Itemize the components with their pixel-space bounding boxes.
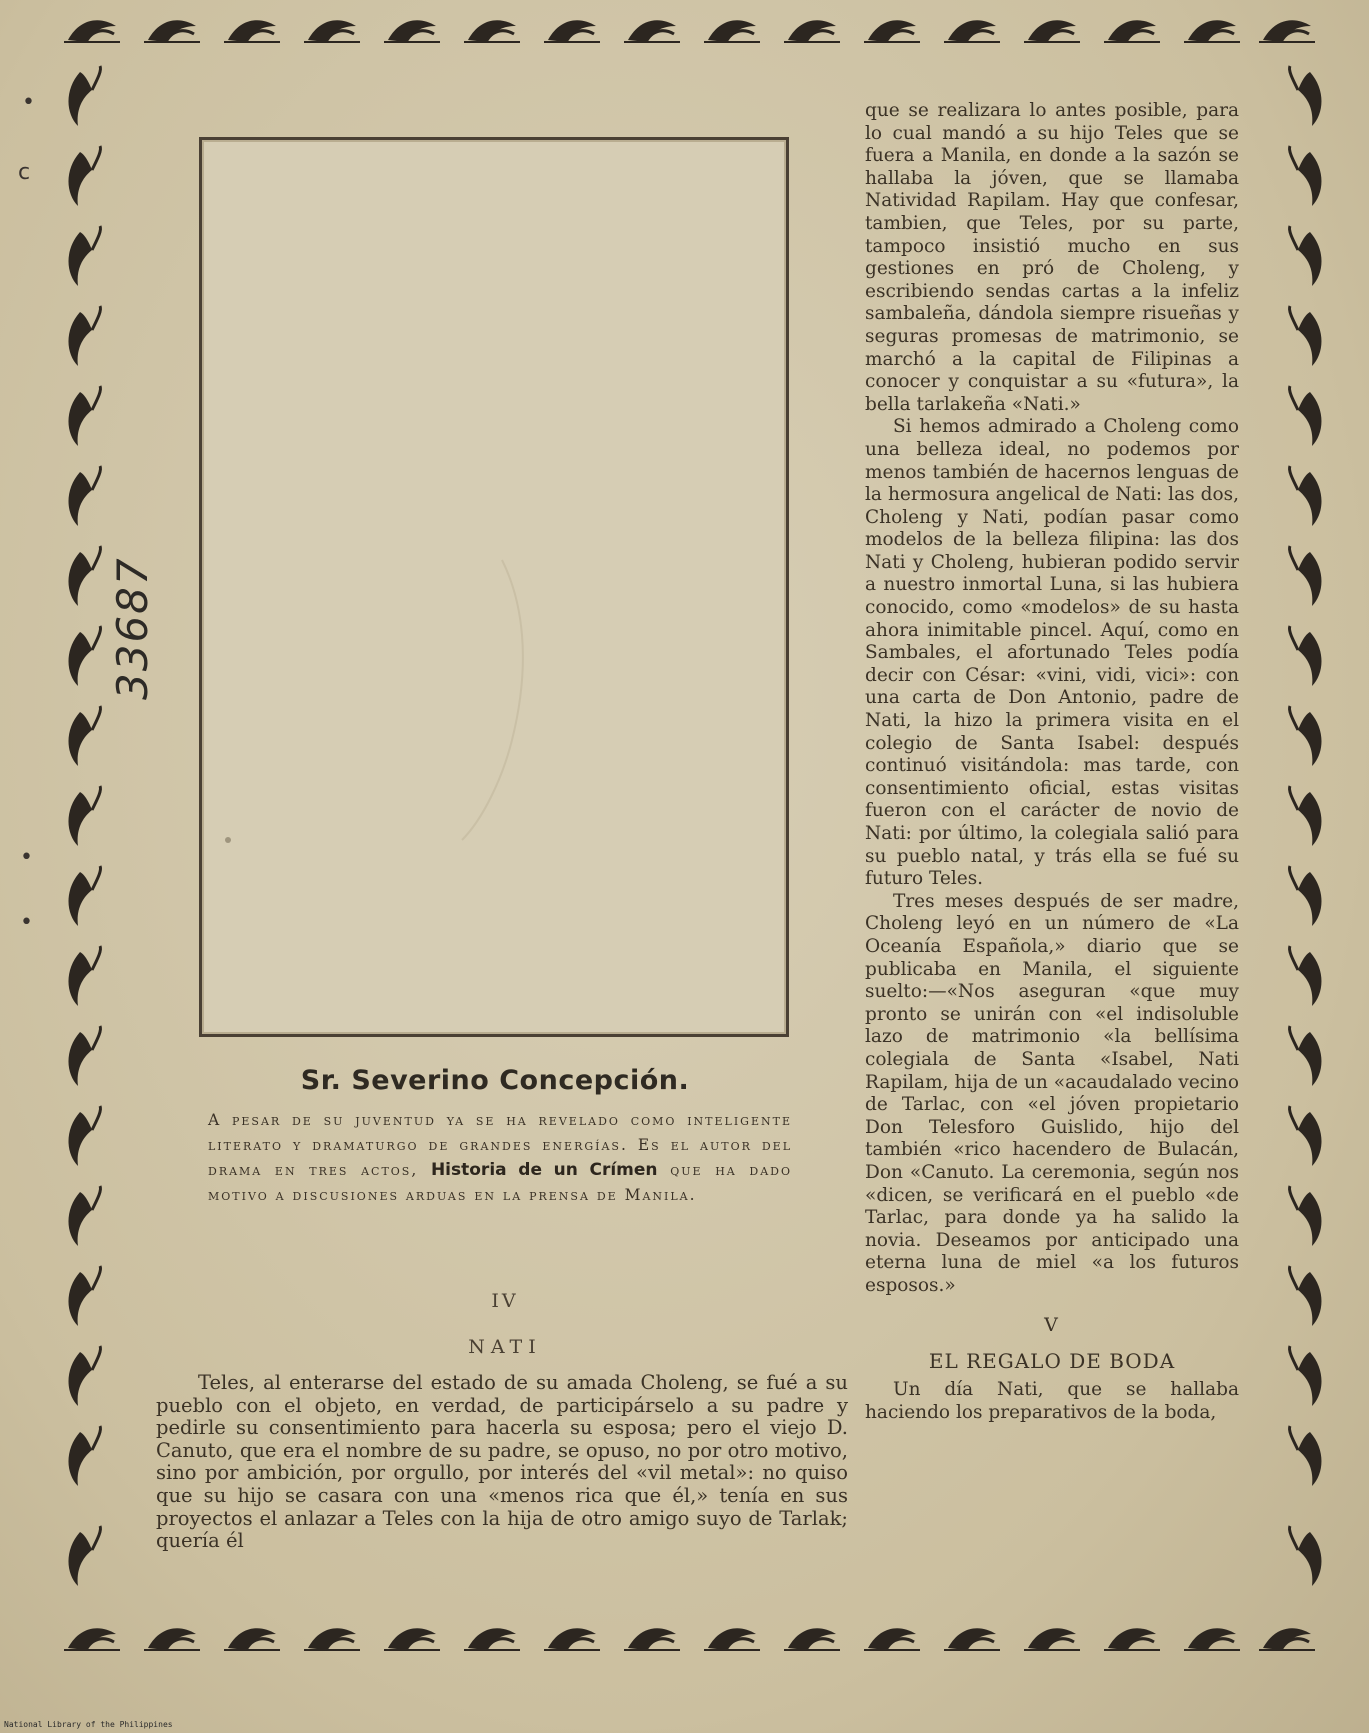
caption-text-part2: que ha dado motivo a discusiones arduas en la prensa de Manila.	[208, 1161, 792, 1204]
right-column	[865, 100, 1239, 1425]
handwritten-accession-number: 33687	[108, 556, 157, 700]
chapter-title: NATI	[468, 1336, 542, 1358]
right-paragraph: Un día Nati, que se hallaba haciendo los preparativos de la boda,	[865, 1379, 1239, 1424]
caption-text	[208, 1108, 792, 1208]
chapter-title: EL REGALO DE BODA	[928, 1349, 1176, 1374]
margin-mark: •	[20, 845, 33, 870]
footer-credit: National Library of the Philippines	[4, 1720, 173, 1729]
chapter-number: IV	[491, 1290, 519, 1312]
faded-portrait-image	[202, 140, 786, 1034]
caption-text-part1: A pesar de su juventud ya se ha revelado como inteligente literato y dramaturgo de grandes energías. Es el autor del drama en tres actos,	[208, 1111, 792, 1179]
right-paragraph: Si hemos admirado a Choleng como una belleza ideal, no podemos por menos también de hacernos lenguas de la hermosura angelical de Nati: las dos, Choleng y Nati, podían pasar como modelos de la belleza filipina: las dos Nati y Choleng, hubieran podido servir a nuestro inmortal Luna, si las hubiera conocido, como «modelos» de su hasta ahora inimitable pincel. Aquí, como en Sambales, el afortunado Teles podía decir con César: «vini, vidi, vici»: con una carta de Don Antonio, padre de Nati, la hizo la primera visita en el colegio de Santa Isabel: después continuó visitándola: mas tarde, con consentimiento oficial, estas visitas fueron con el carácter de novio de Nati: por último, la colegiala salió para su pueblo natal, y trás ella se fué su futuro Teles.	[865, 416, 1239, 890]
left-column-body: Teles, al enterarse del estado de su amada Choleng, se fué a su pueblo con el objeto, en verdad, de participárselo a su padre y pedirle su consentimiento para hacerla su esposa; pero el viejo D. Canuto, que era el nombre de su padre, se opuso, no por otro motivo, sino por ambición, por orgullo, por interés del «vil metal»: no quiso que su hijo se casara con una «menos rica que él,» tenía en sus proyectos el anlazar a Teles con la hija de otro amigo suyo de Tarlak; quería él	[156, 1371, 848, 1553]
right-paragraph: que se realizara lo antes posible, para lo cual mandó a su hijo Teles que se fuera a Manila, en donde a la sazón se hallaba la jóven, que se llamaba Natividad Rapilam. Hay que confesar, tambien, que Teles, por su parte, tampoco insistió mucho en sus gestiones en pró de Choleng, y escribiendo sendas cartas a la infeliz sambaleña, dándola siempre risueñas y seguras promesas de matrimonio, se marchó a la capital de Filipinas a conocer y conquistar a su «futura», la bella tarlakeña «Nati.»	[865, 100, 1239, 415]
margin-mark: •	[20, 910, 33, 935]
margin-mark: •	[22, 90, 35, 115]
portrait-photo-frame	[199, 137, 789, 1037]
caption-title: Sr. Severino Concepción.	[300, 1065, 690, 1096]
margin-mark: c	[18, 160, 31, 185]
caption-bold-title: Historia de un Crímen	[430, 1160, 658, 1180]
chapter-number: V	[1044, 1314, 1060, 1337]
right-paragraph: Tres meses después de ser madre, Choleng leyó en un número de «La Oceanía Española,» diario que se publicaba en Manila, el siguiente suelto:—«Nos aseguran «que muy pronto se unirán con «el indisoluble lazo de matrimonio «la bellísima colegiala de Santa «Isabel, Nati Rapilam, hija de un «acaudalado vecino de Tarlac, con «el jóven propietario Don Telesforo Guislido, hijo del también «rico hacendero de Bulacán, Don «Canuto. La ceremonia, según nos «dicen, se verificará en el pueblo «de Tarlac, para donde ya ha salido la novia. Deseamos por anticipado una eterna luna de miel «a los futuros esposos.»	[865, 890, 1239, 1296]
